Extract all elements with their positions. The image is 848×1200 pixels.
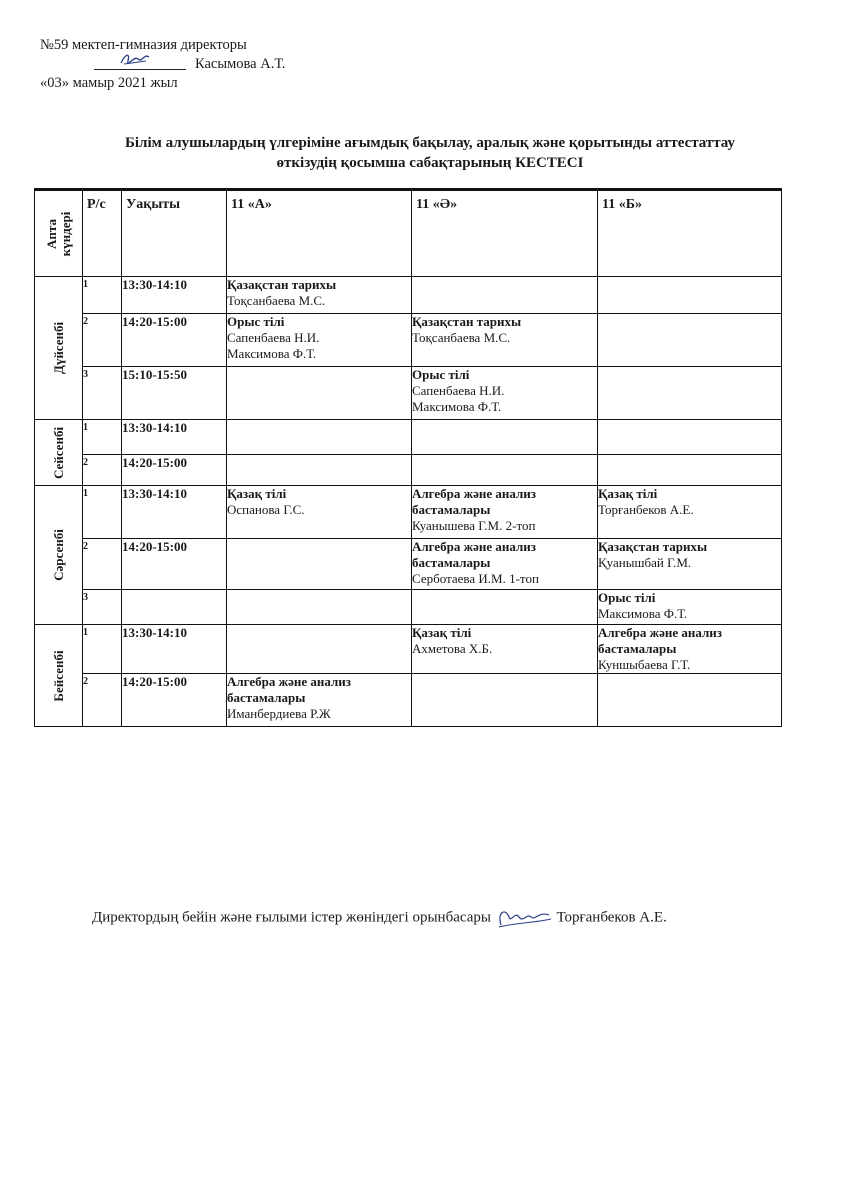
- lesson-cell: [598, 590, 782, 625]
- lesson-time: 14:20-15:00: [122, 314, 227, 367]
- header-days-line2: күндері: [57, 211, 73, 256]
- lesson-num: 1: [83, 486, 122, 539]
- lesson-time: 13:30-14:10: [122, 420, 227, 455]
- lesson-cell: [412, 625, 598, 674]
- lesson-time: [122, 590, 227, 625]
- day-label-monday: Дүйсенбі: [50, 321, 66, 375]
- approval-name-row: [40, 55, 285, 74]
- lesson-cell: [598, 455, 782, 486]
- teacher-name: Максимова Ф.Т.: [598, 606, 688, 621]
- lesson-cell: [412, 420, 598, 455]
- lesson-cell: [412, 314, 598, 367]
- lesson-num: 3: [83, 367, 122, 420]
- subject-name: Қазақстан тарихы: [412, 314, 522, 329]
- lesson-time: 13:30-14:10: [122, 277, 227, 314]
- table-row: [35, 314, 782, 367]
- footer-position: Директордың бейін және ғылыми істер жөніндегі орынбасары: [92, 909, 491, 926]
- day-cell-monday: [35, 277, 83, 420]
- subject-name: Қазақстан тарихы: [598, 539, 708, 554]
- header-days-of-week: [35, 190, 83, 277]
- lesson-cell: [227, 367, 412, 420]
- lesson-cell: [227, 674, 412, 727]
- lesson-time: 14:20-15:00: [122, 455, 227, 486]
- header-time: Уақыты: [122, 190, 227, 277]
- signature-line: [94, 69, 186, 70]
- lesson-cell: [598, 674, 782, 727]
- title-line-1: Білім алушылардың үлгеріміне ағымдық бақылау, аралық және қорытынды аттестаттау: [124, 135, 736, 151]
- subject-name: Алгебра және анализ бастамалары: [598, 625, 722, 656]
- teacher-name: Тоқсанбаева М.С.: [412, 330, 511, 345]
- lesson-time: 13:30-14:10: [122, 486, 227, 539]
- lesson-cell: [412, 277, 598, 314]
- lesson-num: 1: [83, 420, 122, 455]
- subject-name: Қазақ тілі: [227, 486, 287, 501]
- lesson-time: 14:20-15:00: [122, 539, 227, 590]
- header-days-line1: Апта: [43, 218, 59, 249]
- subject-name: Алгебра және анализ бастамалары: [412, 486, 536, 517]
- teacher-name: Қуанышбай Г.М.: [598, 555, 692, 570]
- day-cell-thursday: [35, 625, 83, 727]
- table-row: [35, 590, 782, 625]
- lesson-num: 2: [83, 314, 122, 367]
- lesson-cell: [227, 420, 412, 455]
- lesson-cell: [598, 314, 782, 367]
- lesson-cell: [412, 486, 598, 539]
- lesson-cell: [227, 455, 412, 486]
- table-row: [35, 539, 782, 590]
- lesson-cell: [227, 539, 412, 590]
- approval-block: [40, 36, 285, 93]
- teacher-name: Куанышева Г.М. 2-топ: [412, 518, 536, 533]
- lesson-time: 13:30-14:10: [122, 625, 227, 674]
- table-row: [35, 420, 782, 455]
- lesson-cell: [412, 367, 598, 420]
- table-row: [35, 367, 782, 420]
- lesson-cell: [598, 625, 782, 674]
- header-class-11ae: 11 «Ә»: [412, 190, 598, 277]
- subject-name: Алгебра және анализ бастамалары: [412, 539, 536, 570]
- approval-date: «03» мамыр 2021 жыл: [40, 75, 178, 91]
- lesson-cell: [227, 277, 412, 314]
- teacher-name: Максимова Ф.Т.: [227, 346, 317, 361]
- teacher-name: Оспанова Г.С.: [227, 502, 305, 517]
- teacher-name: Сапенбаева Н.И.: [412, 383, 505, 398]
- lesson-num: 1: [83, 277, 122, 314]
- lesson-num: 3: [83, 590, 122, 625]
- lesson-cell: [412, 674, 598, 727]
- deputy-signature-icon: [495, 905, 553, 931]
- lesson-cell: [227, 486, 412, 539]
- lesson-cell: [227, 590, 412, 625]
- header-row: [35, 190, 782, 277]
- teacher-name: Торғанбеков А.Е.: [598, 502, 694, 517]
- table-row: [35, 625, 782, 674]
- lesson-cell: [227, 314, 412, 367]
- subject-name: Орыс тілі: [227, 314, 285, 329]
- approval-title: №59 мектеп-гимназия директоры: [40, 37, 247, 53]
- teacher-name: Сапенбаева Н.И.: [227, 330, 320, 345]
- title-line-2: өткізудің қосымша сабақтарының КЕСТЕСІ: [276, 155, 584, 171]
- lesson-cell: [598, 420, 782, 455]
- subject-name: Алгебра және анализ бастамалары: [227, 674, 351, 705]
- subject-name: Қазақ тілі: [598, 486, 658, 501]
- subject-name: Қазақ тілі: [412, 625, 472, 640]
- lesson-cell: [598, 539, 782, 590]
- day-label-wednesday: Сәрсенбі: [50, 529, 66, 581]
- lesson-time: 15:10-15:50: [122, 367, 227, 420]
- lesson-cell: [227, 625, 412, 674]
- subject-name: Орыс тілі: [598, 590, 656, 605]
- header-class-11b: 11 «Б»: [598, 190, 782, 277]
- table-row: [35, 674, 782, 727]
- teacher-name: Иманбердиева Р.Ж: [227, 706, 331, 721]
- lesson-time: 14:20-15:00: [122, 674, 227, 727]
- day-label-tuesday: Сейсенбі: [50, 426, 66, 479]
- document-title: [40, 133, 820, 173]
- lesson-num: 2: [83, 455, 122, 486]
- table-row: [35, 486, 782, 539]
- lesson-cell: [598, 486, 782, 539]
- day-cell-wednesday: [35, 486, 83, 625]
- lesson-num: 2: [83, 539, 122, 590]
- subject-name: Орыс тілі: [412, 367, 470, 382]
- teacher-name: Куншыбаева Г.Т.: [598, 657, 691, 672]
- teacher-name: Серботаева И.М. 1-топ: [412, 571, 539, 586]
- lesson-num: 2: [83, 674, 122, 727]
- day-cell-tuesday: [35, 420, 83, 486]
- footer-name: Торғанбеков А.Е.: [556, 909, 667, 926]
- teacher-name: Максимова Ф.Т.: [412, 399, 502, 414]
- table-row: [35, 277, 782, 314]
- day-label-thursday: Бейсенбі: [50, 649, 66, 702]
- teacher-name: Ахметова Х.Б.: [412, 641, 493, 656]
- lesson-cell: [412, 590, 598, 625]
- lesson-cell: [598, 367, 782, 420]
- header-num: Р/с: [83, 190, 122, 277]
- teacher-name: Тоқсанбаева М.С.: [227, 293, 326, 308]
- lesson-cell: [598, 277, 782, 314]
- schedule-table: [34, 188, 782, 727]
- lesson-cell: [412, 539, 598, 590]
- header-class-11a: 11 «А»: [227, 190, 412, 277]
- table-row: [35, 455, 782, 486]
- lesson-num: 1: [83, 625, 122, 674]
- lesson-cell: [412, 455, 598, 486]
- director-signature-icon: [118, 49, 152, 69]
- subject-name: Қазақстан тарихы: [227, 277, 337, 292]
- footer-signature-line: [92, 905, 667, 931]
- approval-director-name: Касымова А.Т.: [195, 56, 286, 72]
